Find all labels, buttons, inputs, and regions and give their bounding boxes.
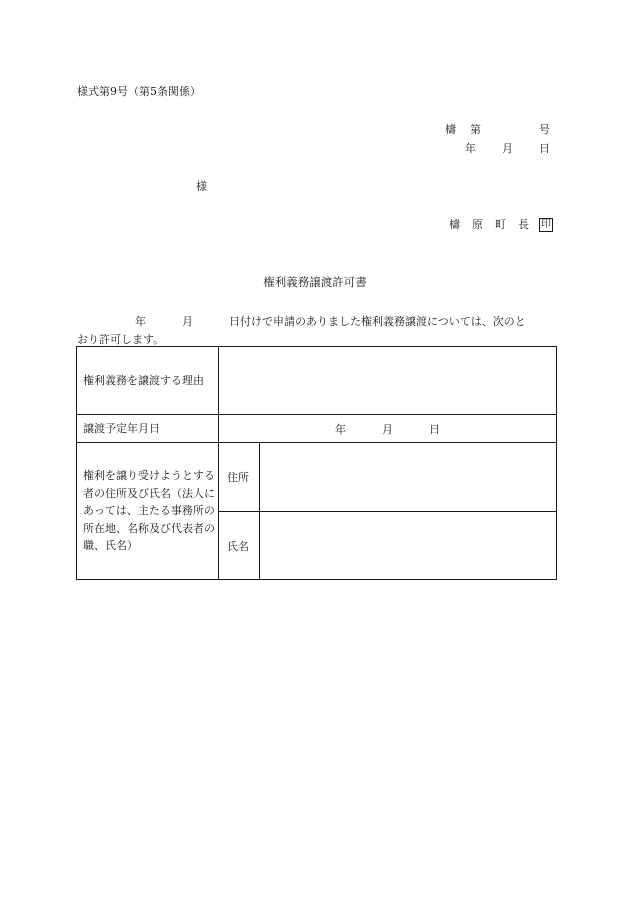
issue-date-month: 月: [502, 142, 513, 155]
reason-value: [219, 347, 557, 415]
table-row: [77, 347, 557, 415]
issue-date-line: [465, 143, 550, 154]
reason-label: 権利義務を譲渡する理由: [77, 347, 219, 415]
issuer-line: [449, 218, 553, 232]
intro-text-2: おり許可します。: [77, 333, 165, 346]
issuer-char-1: 檮: [449, 218, 460, 231]
transfer-date-year: 年: [335, 422, 346, 436]
issuer-char-3: 町: [495, 218, 506, 231]
name-label: 氏名: [219, 512, 260, 580]
table-row: [77, 415, 557, 443]
address-label: 住所: [219, 443, 260, 512]
doc-number-go: 号: [539, 123, 550, 136]
form-number: 様式第9号（第5条関係）: [77, 85, 201, 98]
issuer-char-2: 原: [472, 218, 483, 231]
address-value: [260, 443, 557, 512]
transfer-date-value: [219, 415, 557, 443]
transfer-date-day: 日: [429, 422, 440, 436]
seal-mark: 印: [541, 219, 551, 230]
addressee-suffix: 様: [196, 180, 207, 193]
issuer-char-4: 長: [518, 218, 529, 231]
transfer-date-label: 譲渡予定年月日: [77, 415, 219, 443]
permit-table: [76, 346, 557, 580]
table-row: [77, 443, 557, 512]
issue-date-year: 年: [465, 142, 476, 155]
transfer-date-month: 月: [382, 422, 393, 436]
intro-month: 月: [182, 315, 193, 328]
name-value: [260, 512, 557, 580]
intro-paragraph: [77, 313, 557, 349]
intro-text-1: 日付けで申請のありました権利義務譲渡については、次のと: [229, 315, 526, 328]
transferee-label: 権利を譲り受けようとする者の住所及び氏名（法人にあっては、主たる事務所の所在地、名称及び代表者の職、氏名）: [77, 443, 219, 580]
document-title: 権利義務譲渡許可書: [263, 275, 367, 289]
doc-number-dai: 第: [470, 123, 481, 136]
issue-date-day: 日: [539, 142, 550, 155]
doc-number-prefix: 檮: [445, 123, 456, 136]
document-number-line: [445, 124, 550, 135]
intro-year: 年: [135, 315, 146, 328]
